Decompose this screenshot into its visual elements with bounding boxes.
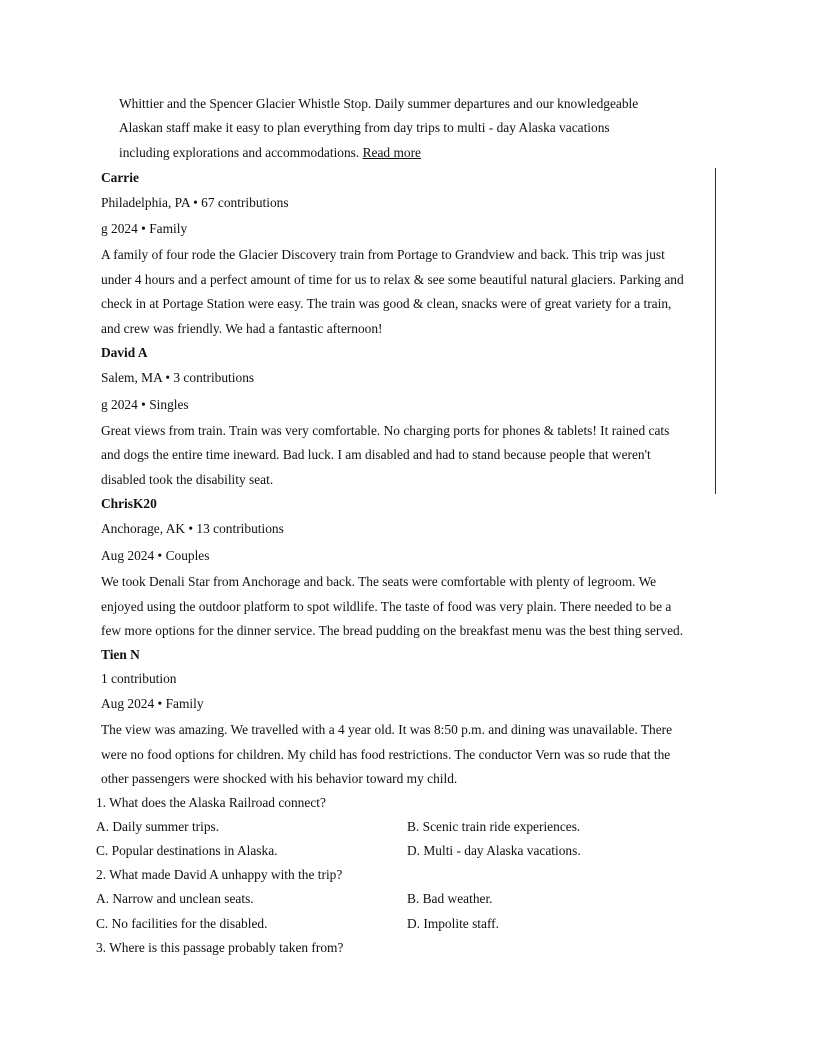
option-d: D. Multi - day Alaska vacations.	[407, 843, 581, 858]
reviewer-location: Anchorage, AK • 13 contributions	[101, 521, 284, 536]
review-date: g 2024 • Family	[101, 221, 188, 236]
review-text-line: few more options for the dinner service. The bread pudding on the breakfast menu was the best thing served.	[101, 623, 684, 638]
reviewer-location: Philadelphia, PA • 67 contributions	[101, 195, 289, 210]
review-text-line: under 4 hours and a perfect amount of time for us to relax & see some beautiful natural glaciers. Parking and	[101, 272, 684, 287]
review-text-line: Great views from train. Train was very comfortable. No charging ports for phones & tablets! It rained cats	[101, 423, 670, 438]
vertical-rule	[715, 168, 716, 494]
question-1: 1. What does the Alaska Railroad connect?	[96, 795, 326, 810]
option-b: B. Bad weather.	[407, 891, 493, 906]
option-b: B. Scenic train ride experiences.	[407, 819, 581, 834]
reviewer-location: 1 contribution	[101, 671, 177, 686]
reviewer-name: ChrisK20	[101, 496, 157, 511]
question-3: 3. Where is this passage probably taken from?	[96, 940, 344, 955]
intro-line-2: Alaskan staff make it easy to plan everything from day trips to multi - day Alaska vacations	[119, 120, 610, 135]
reviewer-name: David A	[101, 345, 148, 360]
read-more-link[interactable]: Read more	[362, 145, 421, 160]
intro-line-3	[119, 145, 421, 161]
review-text-line: disabled took the disability seat.	[101, 472, 274, 487]
review-text-line: were no food options for children. My child has food restrictions. The conductor Vern was so rude that the	[101, 747, 671, 762]
review-text-line: check in at Portage Station were easy. The train was good & clean, snacks were of great variety for a train,	[101, 296, 672, 311]
option-c: C. Popular destinations in Alaska.	[96, 843, 278, 858]
option-a: A. Narrow and unclean seats.	[96, 891, 254, 906]
reviewer-location: Salem, MA • 3 contributions	[101, 370, 255, 385]
intro-line-3-text: including explorations and accommodations.	[119, 145, 360, 160]
reviewer-name: Tien N	[101, 647, 140, 662]
review-date: Aug 2024 • Couples	[101, 548, 210, 563]
review-text-line: enjoyed using the outdoor platform to spot wildlife. The taste of food was very plain. There needed to be a	[101, 599, 672, 614]
reviewer-name: Carrie	[101, 170, 139, 185]
question-2: 2. What made David A unhappy with the trip?	[96, 867, 343, 882]
review-text-line: We took Denali Star from Anchorage and back. The seats were comfortable with plenty of legroom. We	[101, 574, 657, 589]
review-text-line: The view was amazing. We travelled with a 4 year old. It was 8:50 p.m. and dining was unavailable. There	[101, 722, 673, 737]
option-a: A. Daily summer trips.	[96, 819, 220, 834]
intro-line-1: Whittier and the Spencer Glacier Whistle Stop. Daily summer departures and our knowledgeable	[119, 96, 639, 111]
review-text-line: and crew was friendly. We had a fantastic afternoon!	[101, 321, 383, 336]
review-text-line: other passengers were shocked with his behavior toward my child.	[101, 771, 458, 786]
option-c: C. No facilities for the disabled.	[96, 916, 268, 931]
review-text-line: and dogs the entire time ineward. Bad luck. I am disabled and had to stand because people that weren't	[101, 447, 651, 462]
option-d: D. Impolite staff.	[407, 916, 499, 931]
review-date: Aug 2024 • Family	[101, 696, 204, 711]
review-text-line: A family of four rode the Glacier Discovery train from Portage to Grandview and back. This trip was just	[101, 247, 665, 262]
review-date: g 2024 • Singles	[101, 397, 189, 412]
